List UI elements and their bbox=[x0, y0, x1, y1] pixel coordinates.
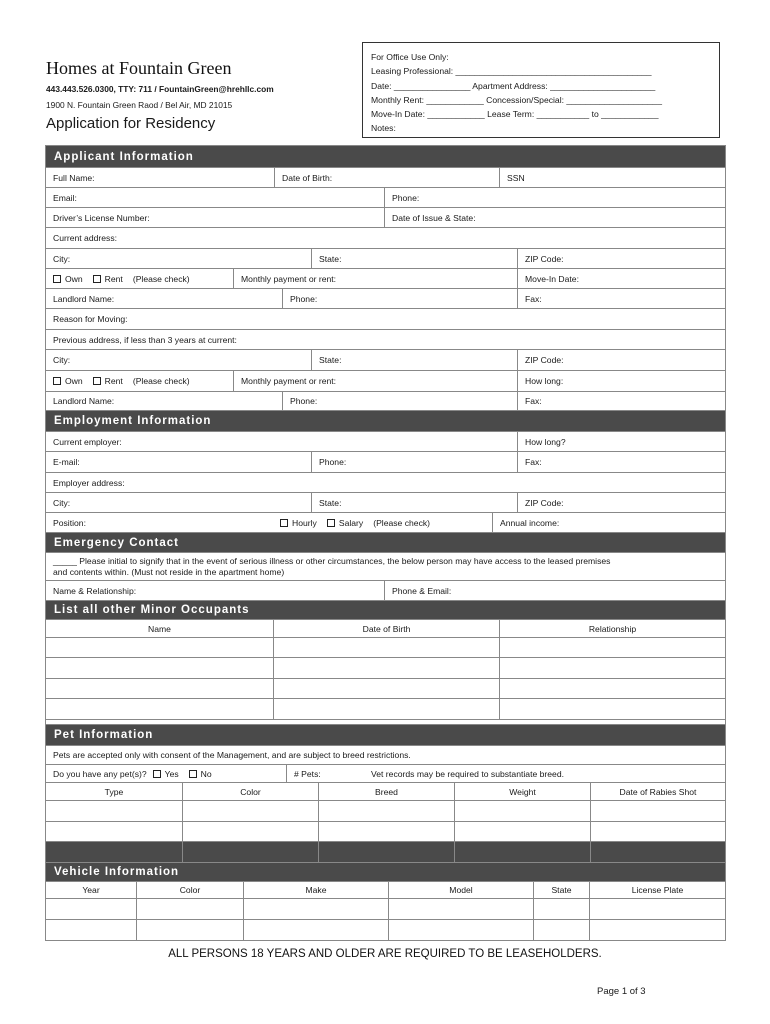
application-form bbox=[45, 145, 726, 941]
minors-header-row bbox=[46, 620, 725, 638]
city-field[interactable]: City: bbox=[53, 253, 71, 264]
minor-name-cell[interactable] bbox=[46, 679, 273, 698]
prev-landlord-phone-field[interactable]: Phone: bbox=[282, 392, 517, 410]
page-number: Page 1 of 3 bbox=[597, 986, 646, 997]
position-field[interactable]: Position: bbox=[53, 517, 86, 528]
vehicle-make-cell[interactable] bbox=[243, 920, 388, 940]
row-full-name bbox=[46, 168, 725, 188]
table-row bbox=[46, 658, 725, 679]
employer-zip-field[interactable]: ZIP Code: bbox=[517, 493, 725, 512]
prev-rent-checkbox[interactable] bbox=[93, 377, 101, 385]
contact-info: 443.443.526.0300, TTY: 711 / FountainGreen@hrehllc.com bbox=[46, 84, 274, 94]
col-name: Name bbox=[148, 623, 171, 634]
own-label: Own bbox=[65, 376, 83, 386]
prev-landlord-fax-field[interactable]: Fax: bbox=[517, 392, 725, 410]
own-checkbox[interactable] bbox=[53, 275, 61, 283]
employer-how-long-field[interactable]: How long? bbox=[517, 432, 725, 451]
annual-income-field[interactable]: Annual income: bbox=[492, 513, 725, 532]
table-row bbox=[46, 699, 725, 720]
current-address-field[interactable]: Current address: bbox=[53, 233, 118, 243]
landlord-phone-field[interactable]: Phone: bbox=[282, 289, 517, 308]
section-employment: Employment Information bbox=[46, 411, 725, 432]
pet-note: Pets are accepted only with consent of the Management, and are subject to breed restrictions. bbox=[53, 750, 411, 760]
minor-dob-cell[interactable] bbox=[273, 679, 499, 698]
employer-state-field[interactable]: State: bbox=[311, 493, 517, 512]
pet-color-cell[interactable] bbox=[182, 801, 318, 821]
vehicle-year-cell[interactable] bbox=[46, 899, 136, 919]
rent-label: Rent bbox=[104, 273, 123, 284]
office-line: Monthly Rent: ____________ Concession/Special: ____________________ bbox=[371, 94, 662, 105]
col-color: Color bbox=[182, 783, 318, 800]
minor-name-cell[interactable] bbox=[46, 638, 273, 657]
table-row bbox=[46, 920, 725, 941]
row-position bbox=[46, 513, 725, 533]
move-in-field[interactable]: Move-In Date: bbox=[517, 269, 725, 288]
own-label: Own bbox=[65, 273, 83, 284]
col-type: Type bbox=[104, 786, 124, 797]
ssn-field[interactable]: SSN bbox=[499, 168, 725, 187]
col-relationship: Relationship bbox=[499, 620, 725, 637]
property-address: 1900 N. Fountain Green Raod / Bel Air, MD 21015 bbox=[46, 100, 233, 110]
pet-no-label: No bbox=[200, 768, 212, 779]
table-row bbox=[46, 638, 725, 658]
phone-field[interactable]: Phone: bbox=[384, 188, 725, 207]
col-state: State bbox=[533, 882, 589, 898]
salary-label: Salary bbox=[338, 517, 364, 528]
pet-color-cell[interactable] bbox=[182, 822, 318, 841]
pet-question-group bbox=[46, 765, 286, 782]
col-year: Year bbox=[82, 885, 100, 895]
col-model: Model bbox=[388, 882, 533, 898]
vehicle-plate-cell[interactable] bbox=[589, 920, 725, 940]
reason-field[interactable]: Reason for Moving: bbox=[53, 314, 128, 324]
please-check-label: (Please check) bbox=[373, 517, 431, 528]
employer-city-field[interactable]: City: bbox=[53, 497, 71, 508]
row-prev-city bbox=[46, 350, 725, 371]
spacer-row bbox=[46, 720, 725, 725]
prev-city-field[interactable]: City: bbox=[53, 355, 71, 365]
minor-relationship-cell[interactable] bbox=[499, 658, 725, 678]
row-email bbox=[46, 188, 725, 208]
prev-landlord-name-field[interactable]: Landlord Name: bbox=[53, 396, 115, 406]
hourly-salary-group bbox=[274, 513, 492, 532]
row-employer-address bbox=[46, 473, 725, 493]
office-line: Date: ________________ Apartment Address: ______________________ bbox=[371, 80, 656, 91]
minor-dob-cell[interactable] bbox=[273, 638, 499, 657]
col-breed: Breed bbox=[318, 783, 454, 800]
minor-name-cell[interactable] bbox=[46, 658, 273, 678]
vehicle-model-cell[interactable] bbox=[388, 899, 533, 919]
email-field[interactable]: Email: bbox=[53, 192, 77, 203]
section-emergency: Emergency Contact bbox=[46, 533, 725, 553]
pet-type-cell[interactable] bbox=[46, 842, 182, 862]
employer-address-field[interactable]: Employer address: bbox=[53, 477, 125, 488]
dob-field[interactable]: Date of Birth: bbox=[274, 168, 499, 187]
minor-relationship-cell[interactable] bbox=[499, 679, 725, 698]
col-rabies: Date of Rabies Shot bbox=[590, 783, 725, 800]
rent-label: Rent bbox=[104, 376, 123, 386]
vehicle-year-cell[interactable] bbox=[46, 920, 136, 940]
property-name: Homes at Fountain Green bbox=[46, 58, 232, 78]
pet-weight-cell[interactable] bbox=[454, 842, 590, 862]
employer-email-field[interactable]: E-mail: bbox=[53, 457, 80, 467]
vet-note: Vet records may be required to substantiate breed. bbox=[371, 768, 564, 779]
emergency-phone-field[interactable]: Phone & Email: bbox=[384, 581, 725, 600]
col-license-plate: License Plate bbox=[589, 882, 725, 898]
table-row bbox=[46, 822, 725, 842]
minor-relationship-cell[interactable] bbox=[499, 699, 725, 719]
landlord-fax-field[interactable]: Fax: bbox=[517, 289, 725, 308]
vehicle-color-cell[interactable] bbox=[136, 899, 243, 919]
row-current-address bbox=[46, 228, 725, 249]
pet-count-field[interactable]: # Pets: bbox=[286, 765, 364, 782]
vehicle-header-row bbox=[46, 882, 725, 899]
row-previous-address bbox=[46, 330, 725, 350]
section-pets: Pet Information bbox=[46, 725, 725, 746]
pet-yes-label: Yes bbox=[164, 768, 179, 779]
row-prev-own-rent bbox=[46, 371, 725, 392]
license-field[interactable]: Driver’s License Number: bbox=[53, 212, 150, 223]
pet-color-cell[interactable] bbox=[182, 842, 318, 862]
pets-header-row bbox=[46, 783, 725, 801]
hourly-checkbox[interactable] bbox=[280, 519, 288, 527]
row-own-rent bbox=[46, 269, 725, 289]
salary-checkbox[interactable] bbox=[327, 519, 335, 527]
vehicle-make-cell[interactable] bbox=[243, 899, 388, 919]
pet-breed-cell[interactable] bbox=[318, 801, 454, 821]
hourly-label: Hourly bbox=[292, 517, 317, 528]
employer-field[interactable]: Current employer: bbox=[53, 436, 122, 447]
please-check-label: (Please check) bbox=[132, 273, 190, 284]
row-license bbox=[46, 208, 725, 228]
row-reason bbox=[46, 309, 725, 330]
pet-rabies-cell[interactable] bbox=[590, 801, 725, 821]
pet-weight-cell[interactable] bbox=[454, 822, 590, 841]
table-row bbox=[46, 842, 725, 863]
table-row bbox=[46, 801, 725, 822]
prev-how-long-field[interactable]: How long: bbox=[517, 371, 725, 391]
pet-question-label: Do you have any pet(s)? bbox=[53, 768, 147, 779]
previous-address-field[interactable]: Previous address, if less than 3 years at current: bbox=[53, 334, 237, 345]
pet-rabies-cell[interactable] bbox=[590, 842, 725, 862]
row-city bbox=[46, 249, 725, 269]
row-landlord bbox=[46, 289, 725, 309]
prev-monthly-field[interactable]: Monthly payment or rent: bbox=[233, 371, 517, 391]
office-use-box bbox=[362, 42, 720, 138]
section-vehicle: Vehicle Information bbox=[46, 863, 725, 882]
office-line: Move-In Date: ____________ Lease Term: ___________ to ____________ bbox=[371, 109, 659, 120]
office-line: Notes: bbox=[371, 123, 396, 134]
table-row bbox=[46, 899, 725, 920]
consent-line-1: _____ Please initial to signify that in the event of serious illness or other circumstances, the below person may have access to the leased premises bbox=[53, 555, 611, 566]
employer-fax-field[interactable]: Fax: bbox=[517, 452, 725, 472]
state-field[interactable]: State: bbox=[311, 249, 517, 268]
vehicle-state-cell[interactable] bbox=[533, 920, 589, 940]
section-minors: List all other Minor Occupants bbox=[46, 601, 725, 620]
row-employer-email bbox=[46, 452, 725, 473]
rent-checkbox[interactable] bbox=[93, 275, 101, 283]
row-prev-landlord bbox=[46, 392, 725, 411]
pet-yes-checkbox[interactable] bbox=[153, 770, 161, 778]
minor-dob-cell[interactable] bbox=[273, 658, 499, 678]
prev-zip-field[interactable]: ZIP Code: bbox=[517, 350, 725, 370]
full-name-field[interactable]: Full Name: bbox=[53, 172, 95, 183]
emergency-name-field[interactable]: Name & Relationship: bbox=[53, 585, 137, 596]
pet-breed-cell[interactable] bbox=[318, 822, 454, 841]
employer-phone-field[interactable]: Phone: bbox=[311, 452, 517, 472]
col-make: Make bbox=[243, 882, 388, 898]
landlord-name-field[interactable]: Landlord Name: bbox=[53, 293, 115, 304]
prev-own-checkbox[interactable] bbox=[53, 377, 61, 385]
row-pet-question bbox=[46, 765, 725, 783]
col-weight: Weight bbox=[454, 783, 590, 800]
row-employer bbox=[46, 432, 725, 452]
row-employer-city bbox=[46, 493, 725, 513]
pet-type-cell[interactable] bbox=[46, 822, 182, 841]
own-rent-group bbox=[46, 269, 233, 288]
prev-own-rent-group bbox=[46, 371, 233, 391]
issue-field[interactable]: Date of Issue & State: bbox=[384, 208, 725, 227]
minor-relationship-cell[interactable] bbox=[499, 638, 725, 657]
pet-weight-cell[interactable] bbox=[454, 801, 590, 821]
emergency-consent[interactable] bbox=[46, 553, 725, 580]
zip-field[interactable]: ZIP Code: bbox=[517, 249, 725, 268]
office-line: Leasing Professional: _________________________________________ bbox=[371, 66, 652, 77]
leaseholder-notice: ALL PERSONS 18 YEARS AND OLDER ARE REQUIRED TO BE LEASEHOLDERS. bbox=[168, 948, 602, 960]
monthly-payment-field[interactable]: Monthly payment or rent: bbox=[233, 269, 517, 288]
row-emergency-name bbox=[46, 581, 725, 601]
col-dob: Date of Birth bbox=[273, 620, 499, 637]
pet-type-cell[interactable] bbox=[46, 801, 182, 821]
pet-no-checkbox[interactable] bbox=[189, 770, 197, 778]
pet-rabies-cell[interactable] bbox=[590, 822, 725, 841]
section-applicant: Applicant Information bbox=[46, 146, 725, 168]
form-title: Application for Residency bbox=[46, 115, 216, 132]
vehicle-color-cell[interactable] bbox=[136, 920, 243, 940]
row-pet-note bbox=[46, 746, 725, 765]
office-line: For Office Use Only: bbox=[371, 52, 449, 62]
minor-dob-cell[interactable] bbox=[273, 699, 499, 719]
col-color: Color bbox=[136, 882, 243, 898]
prev-state-field[interactable]: State: bbox=[311, 350, 517, 370]
row-emergency-consent bbox=[46, 553, 725, 581]
please-check-label: (Please check) bbox=[132, 376, 190, 386]
table-row bbox=[46, 679, 725, 699]
consent-line-2: and contents within. (Must not reside in the apartment home) bbox=[53, 566, 285, 577]
pet-breed-cell[interactable] bbox=[318, 842, 454, 862]
vehicle-plate-cell[interactable] bbox=[589, 899, 725, 919]
minor-name-cell[interactable] bbox=[46, 699, 273, 719]
vehicle-state-cell[interactable] bbox=[533, 899, 589, 919]
vehicle-model-cell[interactable] bbox=[388, 920, 533, 940]
